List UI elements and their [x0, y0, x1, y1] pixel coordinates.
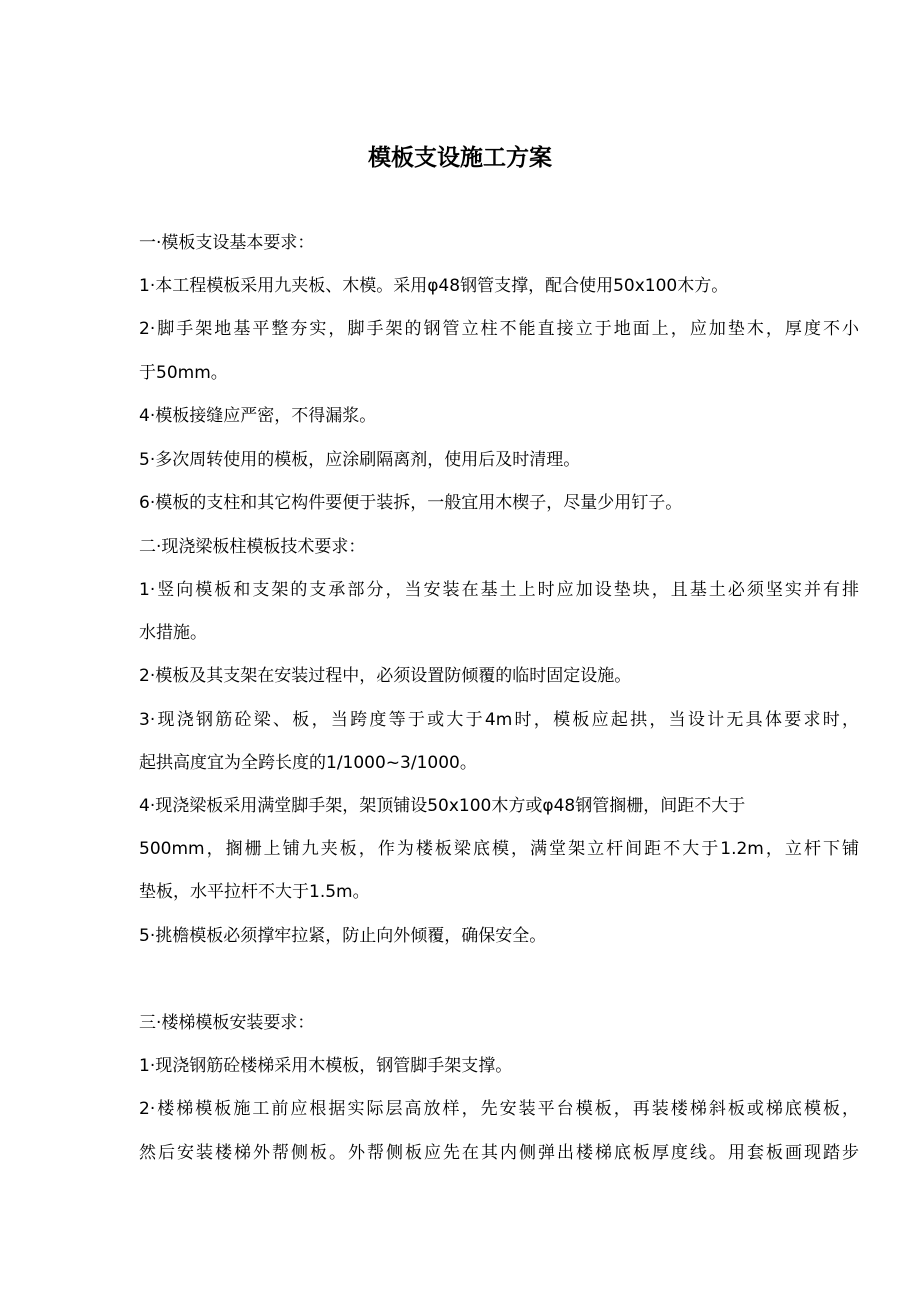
section-heading-1: 一·模板支设基本要求：	[139, 233, 315, 253]
paragraph-line: 5·挑檐模板必须撑牢拉紧，防止向外倾覆，确保安全。	[139, 926, 547, 946]
paragraph-line: 垫板，水平拉杆不大于1.5m。	[139, 882, 370, 902]
paragraph-line: 5·多次周转使用的模板，应涂刷隔离剂，使用后及时清理。	[139, 450, 581, 470]
paragraph-line: 2·楼梯模板施工前应根据实际层高放样，先安装平台模板，再装楼梯斜板或梯底模板，	[139, 1099, 859, 1119]
paragraph-line: 1·竖向模板和支架的支承部分，当安装在基土上时应加设垫块，且基土必须坚实并有排	[139, 580, 859, 600]
paragraph-line: 然后安装楼梯外帮侧板。外帮侧板应先在其内侧弹出楼梯底板厚度线。用套板画现踏步	[139, 1143, 859, 1163]
paragraph-line: 4·模板接缝应严密，不得漏浆。	[139, 406, 377, 426]
paragraph-line: 1·本工程模板采用九夹板、木模。采用φ48钢管支撑，配合使用50x100木方。	[139, 276, 729, 296]
paragraph-line: 2·模板及其支架在安装过程中，必须设置防倾覆的临时固定设施。	[139, 666, 632, 686]
paragraph-line: 起拱高度宜为全跨长度的1/1000~3/1000。	[139, 753, 477, 773]
section-heading-2: 二·现浇梁板柱模板技术要求：	[139, 537, 366, 557]
paragraph-line: 6·模板的支柱和其它构件要便于装拆，一般宜用木楔子，尽量少用钉子。	[139, 493, 683, 513]
page-title: 模板支设施工方案	[368, 145, 552, 171]
section-heading-3: 三·楼梯模板安装要求：	[139, 1013, 315, 1033]
paragraph-line: 2·脚手架地基平整夯实，脚手架的钢管立柱不能直接立于地面上，应加垫木，厚度不小	[139, 319, 859, 339]
paragraph-line: 1·现浇钢筋砼楼梯采用木模板，钢管脚手架支撑。	[139, 1056, 513, 1076]
paragraph-line: 500mm，搁栅上铺九夹板，作为楼板梁底模，满堂架立杆间距不大于1.2m，立杆下铺	[139, 839, 859, 859]
paragraph-line: 3·现浇钢筋砼梁、板，当跨度等于或大于4m时，模板应起拱，当设计无具体要求时，	[139, 710, 859, 730]
paragraph-line: 于50mm。	[139, 363, 228, 383]
paragraph-line: 4·现浇梁板采用满堂脚手架，架顶铺设50x100木方或φ48钢管搁栅，间距不大于	[139, 796, 746, 816]
paragraph-line: 水措施。	[139, 623, 207, 643]
